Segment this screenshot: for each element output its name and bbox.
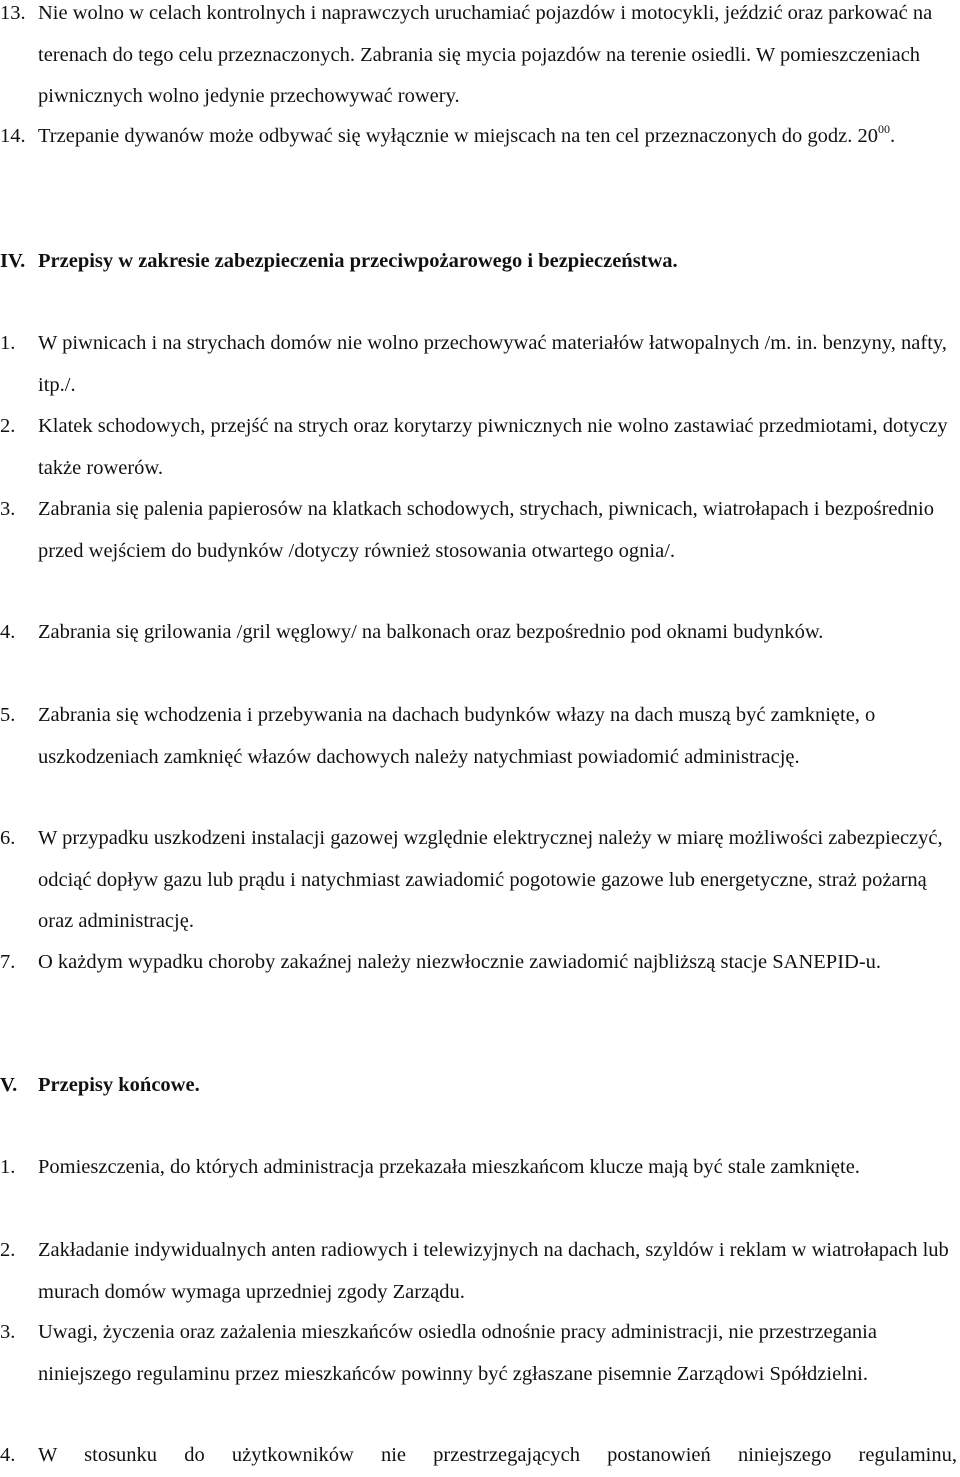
item-text-main: Trzepanie dywanów może odbywać się wyłącznie w miejscach na ten cel przeznaczonych do godz. 20 [38,125,878,147]
item-text: Uwagi, życzenia oraz zażalenia mieszkańców osiedla odnośnie pracy administracji, nie przestrzegania niniejszego regulaminu przez mieszkańców powinny być zgłaszane pisemnie Zarządowi Spółdzielni. [38,1321,877,1385]
item-number: 2. [0,415,16,437]
list-item [0,323,957,406]
item-number: 14. [0,125,26,147]
item-text: Nie wolno w celach kontrolnych i naprawczych uruchamiać pojazdów i motocykli, jeździć oraz parkować na terenach do tego celu przeznaczonych. Zabrania się mycia pojazdów na terenie osiedli. W pomieszczeniach piwnicznych wolno jedynie przechowywać rowery. [38,2,933,107]
list-item [0,1230,957,1313]
list-item [0,1147,957,1189]
list-item [0,695,957,778]
section-number: IV. [0,250,26,272]
section-title: Przepisy końcowe. [38,1074,200,1096]
item-text: Klatek schodowych, przejść na strych oraz korytarzy piwnicznych nie wolno zastawiać przedmiotami, dotyczy także rowerów. [38,415,948,479]
item-number: 1. [0,1156,16,1178]
list-item [0,406,957,489]
item-text: Zabrania się wchodzenia i przebywania na dachach budynków włazy na dach muszą być zamknięte, o uszkodzeniach zamknięć włazów dachowych należy natychmiast powiadomić administrację. [38,704,876,768]
section-heading [0,241,957,283]
superscript: 00 [877,122,890,136]
item-number: 3. [0,1321,16,1343]
item-text: Zabrania się grilowania /gril węglowy/ na balkonach oraz bezpośrednio pod oknami budynków. [38,621,824,643]
item-text-end: . [889,125,896,147]
item-text: W piwnicach i na strychach domów nie wolno przechowywać materiałów łatwopalnych /m. in. benzyny, nafty, itp./. [38,332,947,396]
item-number: 7. [0,951,16,973]
item-text: W przypadku uszkodzeni instalacji gazowej względnie elektrycznej należy w miarę możliwości zabezpieczyć, odciąć dopływ gazu lub prądu i natychmiast zawiadomić pogotowie gazowe lub energetyczne, straż pożarną oraz administrację. [38,827,943,932]
list-item [0,612,957,654]
item-number: 4. [0,621,16,643]
item-number: 1. [0,332,16,354]
section-heading [0,1065,957,1107]
list-item [0,818,957,943]
list-item [0,942,957,984]
item-number: 4. [0,1444,16,1466]
list-item [0,1312,957,1395]
item-number: 13. [0,2,26,24]
item-text: Zakładanie indywidualnych anten radiowych i telewizyjnych na dachach, szyldów i reklam w wiatrołapach lub murach domów wymaga uprzedniej zgody Zarządu. [38,1239,949,1303]
section-title: Przepisy w zakresie zabezpieczenia przeciwpożarowego i bezpieczeństwa. [38,250,678,272]
list-item [0,116,957,158]
item-number: 5. [0,704,16,726]
item-number: 6. [0,827,16,849]
list-item [0,0,957,118]
item-text: Zabrania się palenia papierosów na klatkach schodowych, strychach, piwnicach, wiatrołapach i bezpośrednio przed wejściem do budynków /dotyczy również stosowania otwartego ognia/. [38,498,934,562]
section-number: V. [0,1074,18,1096]
item-text [0,116,957,158]
item-text: O każdym wypadku choroby zakaźnej należy niezwłocznie zawiadomić najbliższą stacje SANEPID-u. [38,951,882,973]
list-item [0,1435,957,1477]
item-text: W stosunku do użytkowników nie przestrzegających postanowień niniejszego regulaminu, [38,1444,957,1466]
item-number: 3. [0,498,16,520]
item-number: 2. [0,1239,16,1261]
item-text: Pomieszczenia, do których administracja przekazała mieszkańcom klucze mają być stale zamknięte. [38,1156,860,1178]
list-item [0,489,957,572]
